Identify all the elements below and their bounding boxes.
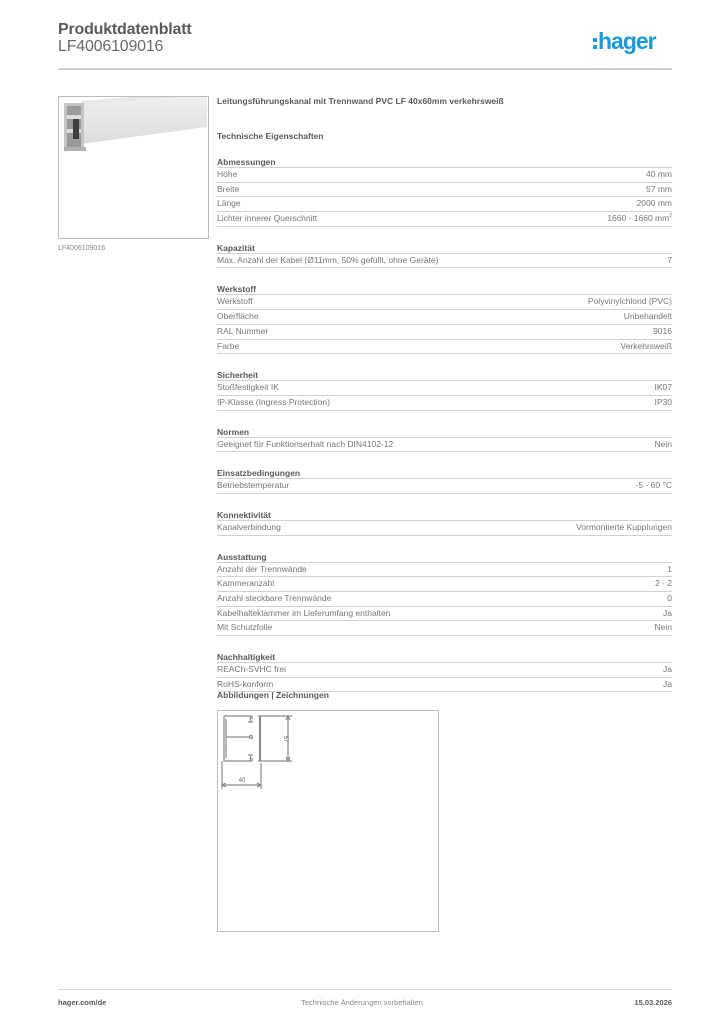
spec-row xyxy=(217,396,672,411)
spec-row xyxy=(217,663,672,678)
spec-value: Nein xyxy=(654,622,672,633)
section-title: Nachhaltigkeit xyxy=(217,651,672,663)
logo-text: hager xyxy=(598,28,656,54)
tech-properties-heading: Technische Eigenschaften xyxy=(217,131,324,141)
spec-label: RAL Nummer xyxy=(217,325,269,336)
logo-colon-icon xyxy=(593,38,597,49)
spec-row xyxy=(217,254,672,269)
spec-label: Werkstoff xyxy=(217,296,253,307)
spec-label: IP-Klasse (Ingress Protection) xyxy=(217,396,330,407)
spec-label: Oberfläche xyxy=(217,311,259,322)
spec-label: Betriebstemperatur xyxy=(217,480,290,491)
section-abmessungen xyxy=(217,156,672,227)
footer-date: 15.03.2026 xyxy=(634,998,672,1007)
spec-row xyxy=(217,621,672,636)
spec-row xyxy=(217,438,672,453)
spec-row xyxy=(217,381,672,396)
section-title: Einsatzbedingungen xyxy=(217,467,672,479)
spec-value: Ja xyxy=(663,607,672,618)
product-image xyxy=(58,96,209,239)
section-title: Kapazität xyxy=(217,242,672,254)
section-title: Ausstattung xyxy=(217,551,672,563)
spec-row xyxy=(217,479,672,494)
spec-label: Anzahl steckbare Trennwände xyxy=(217,593,332,603)
section-nachhaltigkeit xyxy=(217,651,672,692)
section-normen xyxy=(217,426,672,453)
spec-row xyxy=(217,197,672,212)
spec-label: Mit Schutzfolie xyxy=(217,622,273,633)
spec-label: Kammeranzahl xyxy=(217,578,275,589)
spec-row xyxy=(217,183,672,198)
section-konnektivitaet xyxy=(217,509,672,536)
spec-value-text: 1660 - 1660 mm xyxy=(607,213,670,224)
spec-row xyxy=(217,577,672,592)
section-ausstattung xyxy=(217,551,672,636)
footer-disclaimer: Technische Änderungen vorbehalten xyxy=(301,998,423,1007)
height-dimension-label: 57 xyxy=(282,735,288,743)
section-kapazitaet xyxy=(217,242,672,269)
spec-value: 1 xyxy=(667,563,672,574)
spec-value: Ja xyxy=(663,664,672,675)
cross-section-drawing-icon xyxy=(218,711,440,933)
spec-value: Vormontierte Kupplungen xyxy=(576,521,672,532)
spec-label: REACh-SVHC frei xyxy=(217,664,286,675)
image-caption: LF4006109016 xyxy=(58,245,106,252)
width-dimension-label: 40 xyxy=(238,778,246,784)
spec-label: Anzahl der Trennwände xyxy=(217,563,307,574)
spec-row xyxy=(217,295,672,310)
spec-value: 2000 mm xyxy=(636,198,672,209)
spec-value: Ja xyxy=(663,678,672,689)
product-number: LF4006109016 xyxy=(58,38,164,55)
spec-value: 7 xyxy=(667,254,672,265)
spec-row xyxy=(217,168,672,183)
product-name: Leitungsführungskanal mit Trennwand PVC LF 40x60mm verkehrsweiß xyxy=(217,96,504,106)
spec-value: 2 - 2 xyxy=(654,578,672,589)
spec-value: Polyvinylchlorid (PVC) xyxy=(587,296,672,307)
spec-value: 9016 xyxy=(653,325,672,336)
spec-label: Breite xyxy=(217,183,240,194)
spec-value: Verkehrsweiß xyxy=(620,340,672,351)
spec-row xyxy=(217,340,672,355)
hager-logo xyxy=(593,28,656,55)
spec-value: 0 xyxy=(667,593,672,603)
spec-row xyxy=(217,325,672,340)
section-einsatzbedingungen xyxy=(217,467,672,494)
technical-drawing xyxy=(217,710,439,932)
spec-label: Farbe xyxy=(217,340,240,351)
spec-label: Stoßfestigkeit IK xyxy=(217,382,279,393)
spec-value xyxy=(607,212,672,226)
spec-row xyxy=(217,592,672,607)
section-sicherheit xyxy=(217,369,672,410)
spec-value: 40 mm xyxy=(646,169,672,179)
spec-row xyxy=(217,521,672,536)
section-title: Werkstoff xyxy=(217,283,672,295)
spec-value: IK07 xyxy=(654,382,672,393)
header-divider xyxy=(58,68,672,70)
cable-duct-image xyxy=(59,97,209,239)
spec-label: Länge xyxy=(217,198,241,209)
spec-label: Kabelhalteklammer im Lieferumfang enthalten xyxy=(217,607,391,618)
footer-divider xyxy=(58,989,672,990)
spec-label: Geeignet für Funktionserhalt nach DIN4102-12 xyxy=(217,438,394,449)
spec-value: -5 - 60 °C xyxy=(635,480,672,491)
spec-row xyxy=(217,563,672,578)
spec-content xyxy=(217,96,672,692)
section-title: Abmessungen xyxy=(217,156,672,168)
spec-row xyxy=(217,607,672,622)
drawings-heading: Abbildungen | Zeichnungen xyxy=(217,690,329,700)
spec-label: Lichter innerer Querschnitt xyxy=(217,213,318,224)
spec-value: Nein xyxy=(654,438,672,449)
document-title: Produktdatenblatt xyxy=(58,21,192,38)
section-title: Normen xyxy=(217,426,672,438)
spec-label: Max. Anzahl der Kabel (Ø11mm, 50% gefüllt, ohne Geräte) xyxy=(217,254,439,265)
spec-value: IP30 xyxy=(654,396,672,407)
spec-value: 57 mm xyxy=(646,183,672,194)
superscript: 2 xyxy=(669,213,672,220)
section-title: Sicherheit xyxy=(217,369,672,381)
section-title: Konnektivität xyxy=(217,509,672,521)
spec-row xyxy=(217,212,672,227)
section-werkstoff xyxy=(217,283,672,354)
spec-value: Unbehandelt xyxy=(623,311,672,322)
footer-website-link[interactable]: hager.com/de xyxy=(58,998,107,1007)
spec-label: Höhe xyxy=(217,169,238,179)
spec-label: RoHS-konform xyxy=(217,678,274,689)
spec-label: Kanalverbindung xyxy=(217,521,281,532)
spec-row xyxy=(217,310,672,325)
